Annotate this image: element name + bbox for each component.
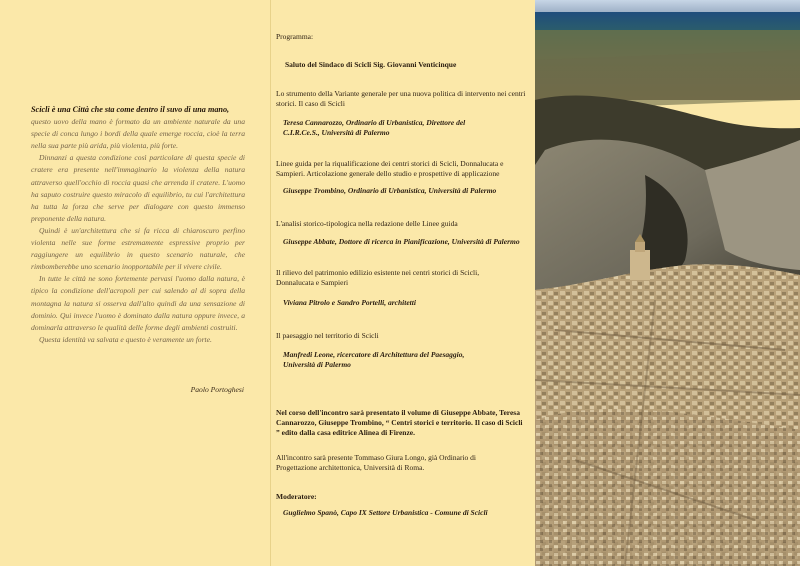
program-heading: Programma: xyxy=(276,32,314,41)
quote-paragraph-1: questo uovo della mano è formato da un ambiente naturale da una specie di conca lungo i bordi della quale emerge roccia, cioè la terra nella sua parte più arida, più violenta, più forte. xyxy=(31,117,245,151)
quote-paragraph-4: In tutte le città ne sono fortemente pervasi l'uomo dalla natura, è tipico la condizione dell'acropoli per cui salendo al di sopra della montagna la natura si osserva dall'alto quindi da una sensazione di dominio. Qui invece l'uomo è dominato dalla natura oppure invece, a dominarla attraverso le qualità delle forme degli ambienti costruiti. xyxy=(31,274,245,332)
quote-paragraph-3: Quindi è un'architettura che si fa ricca di chiaroscuro perfino violenta nelle sue forme estremamente espressive proprio per raggiungere un equilibrio in questo scenario naturale, che rimbomberebbe uno scenario inopportabile per il vivere civile. xyxy=(31,225,245,272)
talk-4-title: Il rilievo del patrimonio edilizio esistente nei centri storici di Scicli, Donnalucata e Sampieri xyxy=(276,268,480,287)
talk-5-title: Il paesaggio nel territorio di Scicli xyxy=(276,331,379,340)
quote-block xyxy=(31,104,245,346)
talk-5-speaker: Manfredi Leone, ricercatore di Architettura del Paesaggio, Università di Palermo xyxy=(283,350,465,369)
talk-4-speaker: Viviana Pitrolo e Sandro Portelli, architetti xyxy=(283,298,416,307)
talk-2-speaker: Giuseppe Trombino, Ordinario di Urbanistica, Università di Palermo xyxy=(283,186,497,195)
aerial-town-photo xyxy=(535,0,800,566)
quote-paragraph-2: Dinnanzi a questa condizione così particolare di questa specie di cratere era presente nell'immaginario la violenza della natura attraverso quell'occhio di roccia quasi che arrenda il cratere. L'uomo ha saputo costruire questo miracolo di equilibrio, tu cui l'architettura ha tutta la forza che serve per dialogare con questo immenso preponente della natura. xyxy=(31,153,245,223)
moderator: Guglielmo Spanò, Capo IX Settore Urbanistica - Comune di Scicli xyxy=(283,508,488,517)
left-panel xyxy=(0,0,270,566)
talk-3-title: L'analisi storico-tipologica nella redazione delle Linee guida xyxy=(276,219,458,228)
talk-3-speaker: Giuseppe Abbate, Dottore di ricerca in Pianificazione, Università di Palermo xyxy=(283,237,520,246)
moderator-heading: Moderatore: xyxy=(276,492,317,501)
talk-2-title: Linee guida per la riqualificazione dei centri storici di Scicli, Donnalucata e Sampieri. Articolazione generale dello studio e prospettive di applicazione xyxy=(276,159,504,178)
quote-paragraph-5: Questa identità va salvata e questo è veramente un forte. xyxy=(39,334,212,344)
talk-1-speaker: Teresa Cannarozzo, Ordinario di Urbanistica, Direttore del C.I.R.Ce.S., Università di Palermo xyxy=(283,118,466,137)
quote-author: Paolo Portoghesi xyxy=(190,385,244,394)
guest-note: All'incontro sarà presente Tommaso Giura Longo, già Ordinario di Progettazione architettonica, Università di Roma. xyxy=(276,453,477,472)
greeting: Saluto del Sindaco di Scicli Sig. Giovanni Venticinque xyxy=(285,60,457,69)
quote-lead: Scicli è una Città che sta come dentro il suvo di una mano, xyxy=(31,105,230,114)
aerial-photo-illustration xyxy=(535,0,800,566)
book-note: Nel corso dell'incontro sarà presentato il volume di Giuseppe Abbate, Teresa Cannarozzo, Giuseppe Trombino, “ Centri storici e territorio. Il caso di Scicli ” edito dalla casa editrice Alinea di Firenze. xyxy=(276,408,523,437)
talk-1-title: Lo strumento della Variante generale per una nuova politica di intervento nei centri storici. Il caso di Scicli xyxy=(276,89,526,108)
